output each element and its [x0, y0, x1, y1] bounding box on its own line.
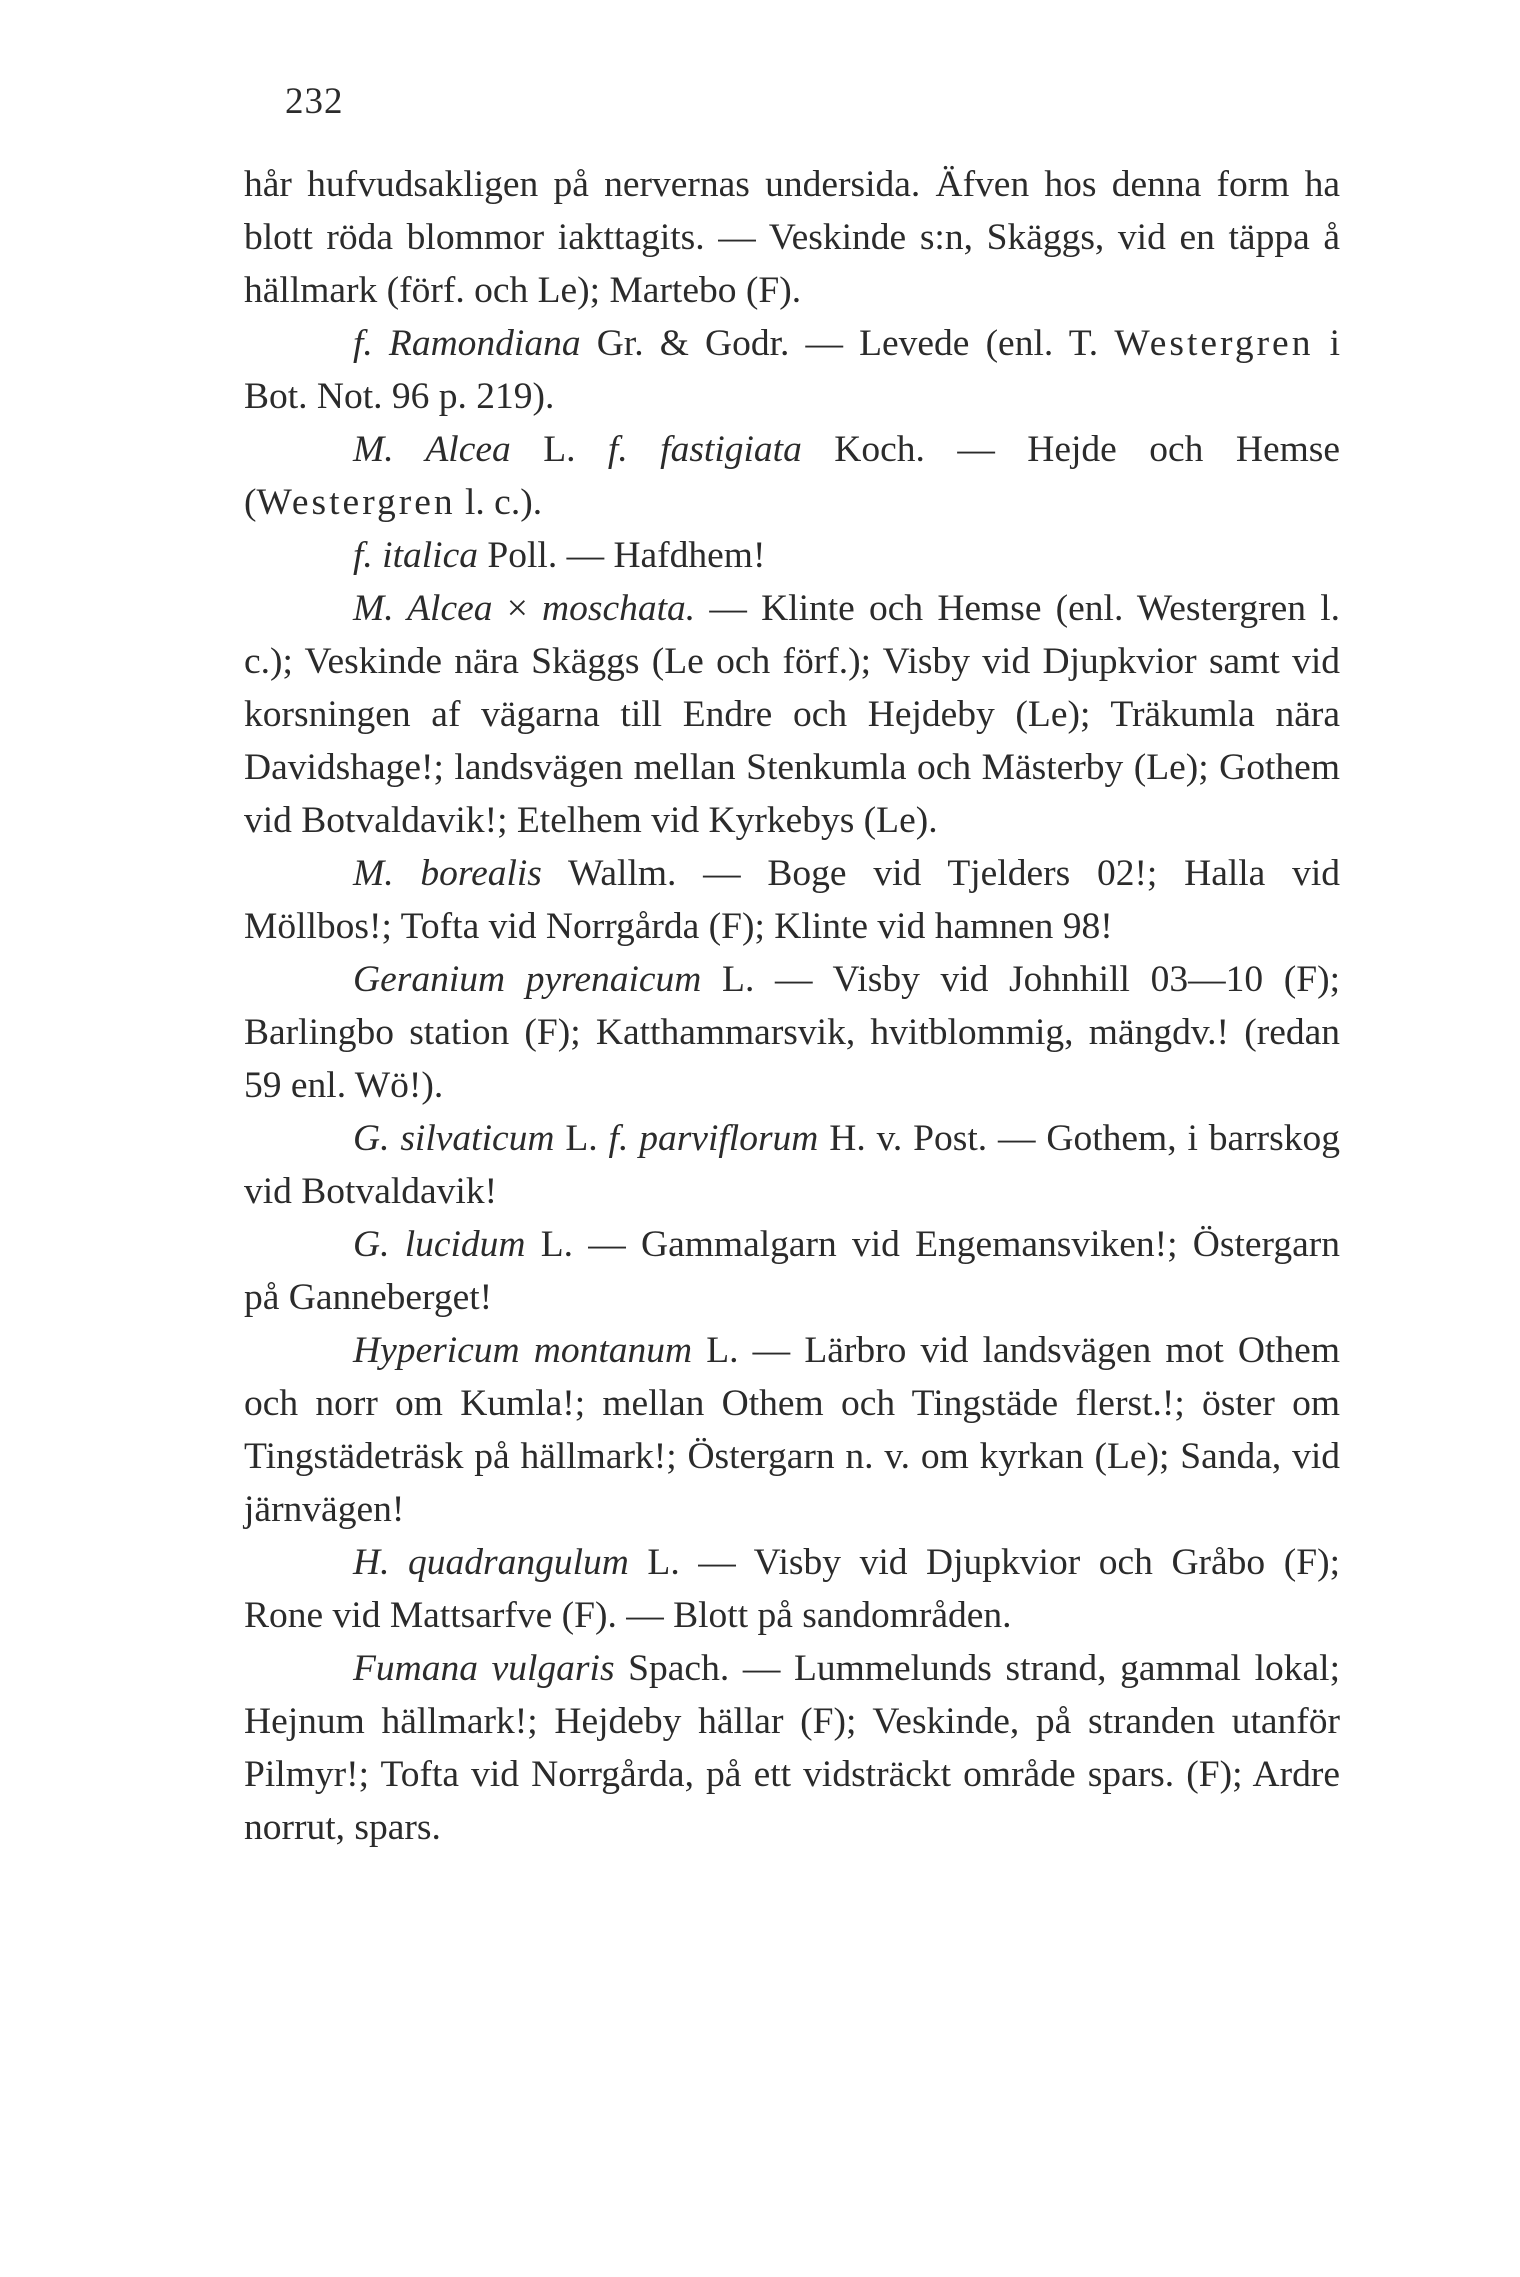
- paragraph: [244, 953, 1340, 1112]
- italic-text-run: M. borealis: [353, 853, 542, 894]
- body-text: [244, 158, 1340, 1854]
- italic-text-run: M. Alcea: [353, 429, 511, 470]
- paragraph: [244, 317, 1340, 423]
- paragraph: [244, 1324, 1340, 1536]
- text-run: L. — Lärbro vid landsvägen mot Othem och norr om Kumla!; mellan Othem och Tingstäde flerst.!; öster om Tingstädeträsk på hällmark!; Östergarn n. v. om kyrkan (Le); Sanda, vid järnvägen!: [244, 1330, 1340, 1530]
- italic-text-run: G. silvaticum: [353, 1118, 555, 1159]
- text-run: L.: [554, 1118, 609, 1159]
- paragraph: [244, 529, 1340, 582]
- text-run: ×: [492, 588, 543, 629]
- spaced-text-run: Westergren: [256, 482, 456, 523]
- text-run: Gr. & Godr. — Levede (enl. T.: [580, 323, 1115, 364]
- text-run: Spach. — Lummelunds strand, gammal lokal; Hejnum hällmark!; Hejdeby hällar (F); Veskinde, på stranden utanför Pilmyr!; Tofta vid Norrgårda, på ett vidsträckt område spars. (F); Ardre norrut, spars.: [244, 1648, 1340, 1848]
- text-run: i Bot. Not. 96 p. 219).: [244, 323, 1340, 417]
- paragraph: [244, 1536, 1340, 1642]
- italic-text-run: Hypericum montanum: [353, 1330, 693, 1371]
- paragraph: [244, 423, 1340, 529]
- paragraph: [244, 1642, 1340, 1854]
- paragraph: [244, 847, 1340, 953]
- italic-text-run: Fumana vulgaris: [353, 1648, 615, 1689]
- spaced-text-run: Westergren: [1114, 323, 1314, 364]
- paragraph: [244, 1112, 1340, 1218]
- italic-text-run: moschata.: [542, 588, 696, 629]
- text-run: Wallm. — Boge vid Tjelders 02!; Halla vid Möllbos!; Tofta vid Norrgårda (F); Klinte vid hamnen 98!: [244, 853, 1340, 947]
- paragraph: [244, 582, 1340, 847]
- text-run: L. — Gammalgarn vid Engemansviken!; Östergarn på Ganneberget!: [244, 1224, 1340, 1318]
- italic-text-run: f. parviflorum: [608, 1118, 819, 1159]
- italic-text-run: f. italica: [353, 535, 478, 576]
- text-run: — Klinte och Hemse (enl. Westergren l. c.); Veskinde nära Skäggs (Le och förf.); Visby vid Djupkvior samt vid korsningen af vägarna till Endre och Hejdeby (Le); Träkumla nära Davidshage!; landsvägen mellan Stenkumla och Mästerby (Le); Gothem vid Botvaldavik!; Etelhem vid Kyrkebys (Le).: [244, 588, 1340, 841]
- italic-text-run: H. quadrangulum: [353, 1542, 629, 1583]
- text-run: hår hufvudsakligen på nervernas undersida. Äfven hos denna form ha blott röda blommor iakttagits. — Veskinde s:n, Skäggs, vid en täppa å hällmark (förf. och Le); Martebo (F).: [244, 164, 1340, 311]
- paragraph: [244, 158, 1340, 317]
- italic-text-run: f. fastigiata: [607, 429, 802, 470]
- italic-text-run: f. Ramondiana: [353, 323, 581, 364]
- paragraph: [244, 1218, 1340, 1324]
- italic-text-run: G. lucidum: [353, 1224, 526, 1265]
- text-run: Koch. — Hejde och Hemse (: [244, 429, 1340, 523]
- text-run: l. c.).: [455, 482, 543, 523]
- text-run: H. v. Post. — Gothem, i barrskog vid Botvaldavik!: [244, 1118, 1340, 1212]
- page-number: 232: [285, 81, 344, 122]
- text-run: Poll. — Hafdhem!: [478, 535, 766, 576]
- italic-text-run: Geranium pyrenaicum: [353, 959, 702, 1000]
- text-run: L. — Visby vid Johnhill 03—10 (F); Barlingbo station (F); Katthammarsvik, hvitblommig, mängdv.! (redan 59 enl. Wö!).: [244, 959, 1340, 1106]
- text-run: L.: [510, 429, 608, 470]
- text-run: L. — Visby vid Djupkvior och Gråbo (F); Rone vid Mattsarfve (F). — Blott på sandområden.: [244, 1542, 1340, 1636]
- italic-text-run: M. Alcea: [353, 588, 493, 629]
